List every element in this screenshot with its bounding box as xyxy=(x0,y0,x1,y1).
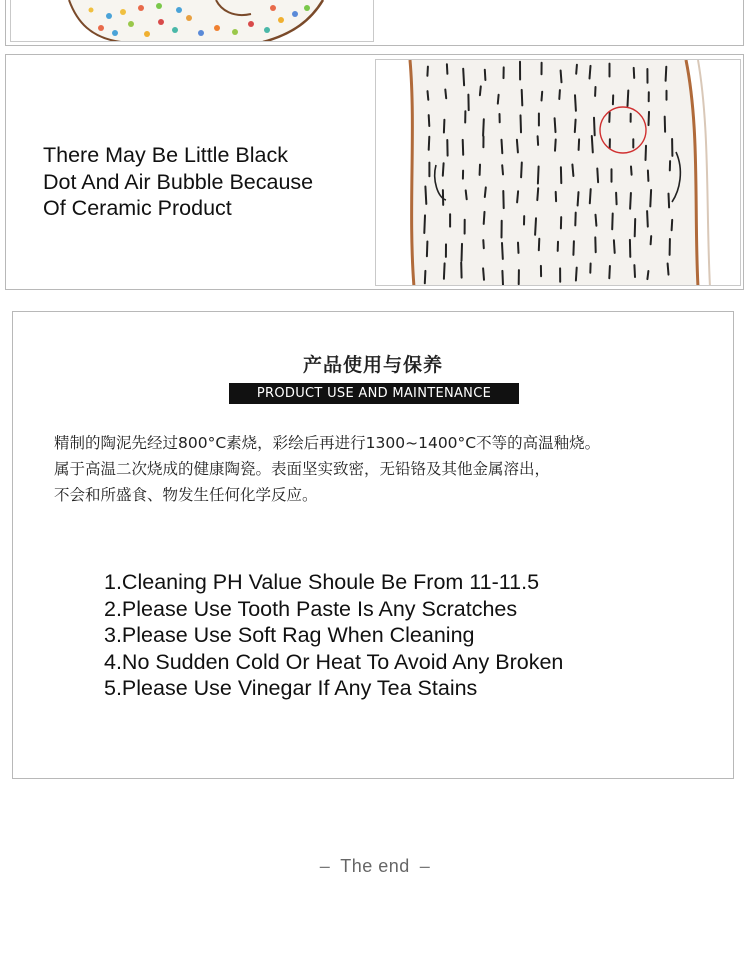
glaze-hatch-mark xyxy=(647,271,648,279)
glaze-hatch-mark xyxy=(666,67,667,81)
glaze-hatch-mark xyxy=(646,146,647,160)
glaze-hatch-mark xyxy=(484,212,485,224)
polka-dot-plate-photo xyxy=(10,0,374,42)
footer-dash-left: – xyxy=(319,856,331,876)
defect-notice-panel xyxy=(5,54,744,290)
glaze-hatch-mark xyxy=(634,68,635,78)
care-description-line: 精制的陶泥先经过800°C素烧，彩绘后再进行1300~1400°C不等的高温釉烧。 xyxy=(54,434,601,452)
glaze-hatch-mark xyxy=(483,119,484,135)
glaze-hatch-mark xyxy=(463,140,464,155)
glaze-hatch-mark xyxy=(649,112,650,125)
glaze-hatch-mark xyxy=(463,69,464,86)
care-panel xyxy=(12,311,734,779)
glaze-hatch-mark xyxy=(443,163,444,176)
glaze-hatch-mark xyxy=(628,91,629,107)
glaze-hatch-mark xyxy=(424,215,425,233)
plate-closeup-image xyxy=(376,60,741,286)
glaze-hatch-mark xyxy=(590,66,591,79)
glaze-hatch-mark xyxy=(535,218,536,235)
glaze-hatch-mark xyxy=(576,65,577,74)
glaze-hatch-mark xyxy=(572,165,573,177)
glaze-hatch-mark xyxy=(596,215,597,226)
glaze-hatch-mark xyxy=(427,242,428,257)
glaze-hatch-mark xyxy=(614,240,615,253)
glaze-hatch-mark xyxy=(612,214,613,230)
glaze-hatch-mark xyxy=(502,165,503,174)
care-tip: 3.Please Use Soft Rag When Cleaning xyxy=(104,623,475,647)
glaze-hatch-mark xyxy=(502,271,503,285)
glaze-hatch-mark xyxy=(480,86,481,95)
glaze-hatch-mark xyxy=(502,140,503,153)
glaze-hatch-mark xyxy=(539,239,540,250)
glaze-hatch-mark xyxy=(485,70,486,80)
footer-end-text: The end xyxy=(340,856,410,876)
notice-line: Dot And Air Bubble Because xyxy=(43,169,314,194)
glaze-hatch-mark xyxy=(555,118,556,132)
care-tip: 1.Cleaning PH Value Shoule Be From 11-11.5 xyxy=(104,570,540,594)
glaze-hatch-mark xyxy=(498,95,499,104)
glaze-hatch-mark xyxy=(616,193,617,205)
glaze-hatch-mark xyxy=(521,115,522,132)
glaze-hatch-mark xyxy=(609,266,610,278)
polka-dot-plate-image xyxy=(11,0,374,42)
glaze-hatch-mark xyxy=(445,90,446,99)
care-tip: 2.Please Use Tooth Paste Is Any Scratches xyxy=(104,596,518,621)
defect-notice-text xyxy=(43,142,363,222)
glaze-hatch-mark xyxy=(444,120,445,133)
care-description-line: 属于高温二次烧成的健康陶瓷。表面坚实致密，无铅铬及其他金属溶出， xyxy=(54,460,551,478)
care-description-line: 不会和所盛食、物发生任何化学反应。 xyxy=(54,486,318,504)
glaze-hatch-mark xyxy=(429,137,430,150)
plate-closeup-photo xyxy=(375,59,741,286)
glaze-hatch-mark xyxy=(522,90,523,106)
notice-line: Of Ceramic Product xyxy=(43,196,232,220)
glaze-hatch-mark xyxy=(538,167,539,184)
glaze-hatch-mark xyxy=(517,191,518,202)
glaze-hatch-mark xyxy=(517,140,518,153)
glaze-hatch-mark xyxy=(483,268,484,279)
glaze-hatch-mark xyxy=(590,189,591,203)
glaze-hatch-mark xyxy=(427,67,428,76)
glaze-hatch-mark xyxy=(597,169,598,183)
glaze-hatch-mark xyxy=(669,194,670,208)
glaze-hatch-mark xyxy=(466,190,467,199)
glaze-hatch-mark xyxy=(444,263,445,278)
glaze-hatch-mark xyxy=(538,136,539,145)
footer-dash-right: – xyxy=(419,856,431,876)
notice-line: There May Be Little Black xyxy=(43,143,288,167)
glaze-hatch-mark xyxy=(429,115,430,126)
glaze-hatch-mark xyxy=(648,171,649,181)
glaze-hatch-mark xyxy=(575,95,576,111)
glaze-hatch-mark xyxy=(635,219,636,236)
glaze-hatch-mark xyxy=(672,220,673,230)
glaze-hatch-mark xyxy=(650,190,651,206)
glaze-hatch-mark xyxy=(447,64,448,74)
glaze-hatch-mark xyxy=(555,140,556,151)
care-description xyxy=(54,430,724,508)
glaze-hatch-mark xyxy=(428,91,429,100)
glaze-hatch-mark xyxy=(634,265,635,277)
care-title-cn: 产品使用与保养 xyxy=(302,354,443,376)
glaze-hatch-mark xyxy=(425,271,426,283)
glaze-hatch-mark xyxy=(578,192,579,205)
glaze-hatch-mark xyxy=(485,187,486,197)
care-tip: 5.Please Use Vinegar If Any Tea Stains xyxy=(104,676,478,700)
glaze-hatch-mark xyxy=(462,244,463,261)
glaze-hatch-mark xyxy=(651,236,652,244)
glaze-hatch-mark xyxy=(521,163,522,178)
care-title-banner: PRODUCT USE AND MAINTENANCE xyxy=(229,383,519,404)
glaze-hatch-mark xyxy=(594,118,595,136)
glaze-hatch-mark xyxy=(630,193,631,209)
glaze-hatch-mark xyxy=(559,90,560,99)
glaze-hatch-mark xyxy=(668,264,669,275)
glaze-hatch-mark xyxy=(483,240,484,248)
care-tips-list xyxy=(104,569,563,702)
glaze-hatch-mark xyxy=(579,139,580,150)
glaze-hatch-mark xyxy=(573,241,574,255)
glaze-hatch-mark xyxy=(518,243,519,253)
glaze-hatch-mark xyxy=(537,188,538,200)
glaze-hatch-mark xyxy=(592,136,593,152)
care-tip: 4.No Sudden Cold Or Heat To Avoid Any Broken xyxy=(104,649,564,674)
glaze-hatch-mark xyxy=(647,211,648,227)
glaze-hatch-mark xyxy=(576,268,577,281)
the-end-footer xyxy=(0,856,750,877)
top-photo-frame xyxy=(5,0,744,46)
glaze-hatch-mark xyxy=(542,92,543,101)
glaze-hatch-mark xyxy=(575,120,576,133)
glaze-hatch-mark xyxy=(561,71,562,83)
glaze-hatch-mark xyxy=(502,243,503,259)
glaze-hatch-mark xyxy=(425,187,426,204)
glaze-hatch-mark xyxy=(631,167,632,175)
